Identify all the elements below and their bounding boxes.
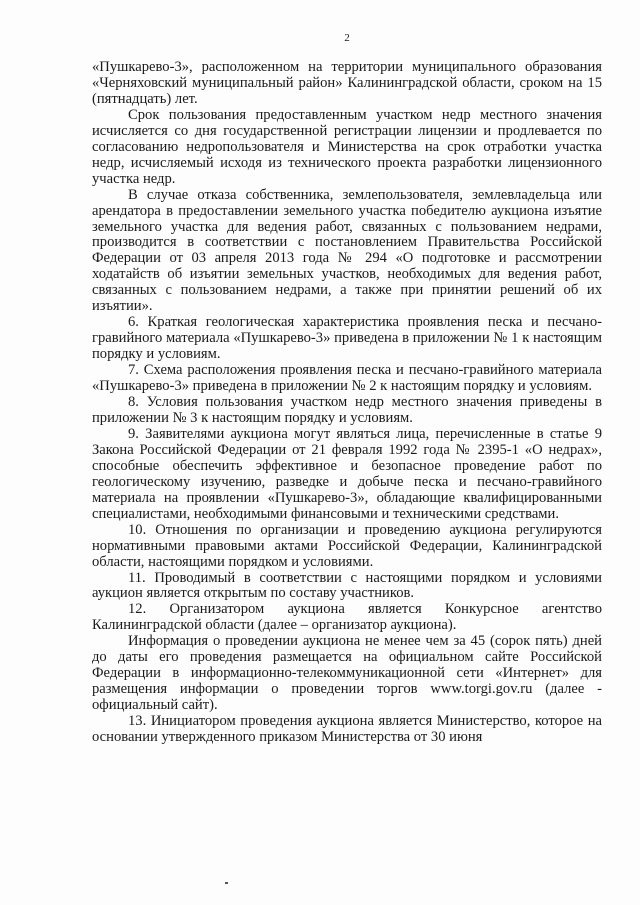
- paragraph-item-10: 10. Отношения по организации и проведению аукциона регулируются нормативными правовыми актами Российской Федерации, Калининградской области, настоящими порядком и условиями.: [92, 521, 602, 570]
- paragraph-item-11: 11. Проводимый в соответствии с настоящими порядком и условиями аукцион является открытым по составу участников.: [92, 569, 602, 602]
- paragraph-item-8: 8. Условия пользования участком недр местного значения приведены в приложении № 3 к настоящим порядку и условиям.: [92, 394, 602, 426]
- paragraph-land-refusal: В случае отказа собственника, землепользователя, землевладельца или арендатора в предоставлении земельного участка победителю аукциона изъятие земельного участка для ведения работ, связанных с пользованием недрами, производится в соответствии с постановлением Правительства Российской Федерации от 03 апреля 2013 года № 294 «О подготовке и рассмотрении ходатайств об изъятии земельных участков, необходимых для ведения работ, связанных с пользованием недрами, а также при принятии решений об их изъятии».: [92, 186, 602, 315]
- paragraph-item-9: 9. Заявителями аукциона могут являться лица, перечисленные в статье 9 Закона Российской Федерации от 21 февраля 1992 года № 2395-1 «О недрах», способные обеспечить эффективное и безопасное проведение работ по геологическому изучению, разведке и добыче песка и песчано-гравийного материала на проявлении «Пушкарево-3», обладающие квалифицированными специалистами, необходимыми финансовыми и техническими средствами.: [92, 425, 602, 522]
- page-number: 2: [344, 32, 350, 44]
- paragraph-term-of-use: Срок пользования предоставленным участком недр местного значения исчисляется со дня государственной регистрации лицензии и продлевается по согласованию недропользователя и Министерства на срок отработки участка недр, исчисляемый исходя из технического проекта разработки лицензионного участка недр.: [92, 106, 602, 187]
- paragraph-continuation: «Пушкарево-3», расположенном на территории муниципального образования «Черняховский муниципальный район» Калининградской области, сроком на 15 (пятнадцать) лет.: [92, 59, 602, 107]
- paragraph-item-6: 6. Краткая геологическая характеристика проявления песка и песчано-гравийного материала «Пушкарево-3» приведена в приложении № 1 к настоящим порядку и условиям.: [92, 314, 602, 363]
- scan-speck: [225, 882, 228, 884]
- paragraph-item-7: 7. Схема расположения проявления песка и песчано-гравийного материала «Пушкарево-3» приведена в приложении № 2 к настоящим порядку и условиям.: [92, 362, 602, 395]
- paragraph-item-12: 12. Организатором аукциона является Конкурсное агентство Калининградской области (далее – организатор аукциона).: [92, 601, 602, 634]
- paragraph-auction-info: Информация о проведении аукциона не менее чем за 45 (сорок пять) дней до даты его проведения размещается на официальном сайте Российской Федерации в информационно-телекоммуникационной сети «Интернет» для размещения информации о проведении торгов www.torgi.gov.ru (далее - официальный сайт).: [92, 633, 602, 714]
- paragraph-item-13: 13. Инициатором проведения аукциона является Министерство, которое на основании утвержденного приказом Министерства от 30 июня: [92, 713, 602, 746]
- document-body: [92, 60, 602, 746]
